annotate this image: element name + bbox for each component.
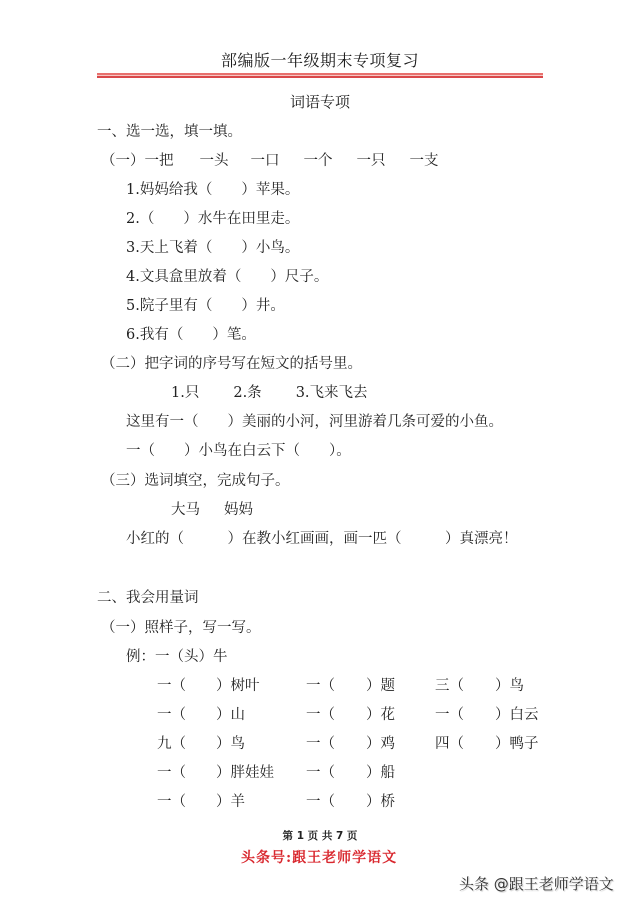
grid-cell-suffix: ）船 [366, 765, 395, 781]
section-1-part-2-options [171, 381, 368, 402]
grid-cell-prefix: 一（ [157, 678, 186, 694]
option: 一只 [356, 153, 386, 169]
section-2-heading: 二、我会用量词 [97, 590, 199, 606]
grid-cell-suffix: ）山 [216, 707, 245, 723]
option: 一把 [144, 153, 174, 169]
grid-cell-prefix: 一（ [306, 678, 335, 694]
grid-cell-suffix: ）羊 [216, 794, 245, 810]
watermark: 头条 @跟王老师学语文 [459, 875, 614, 893]
grid-cell-suffix: ）桥 [366, 794, 395, 810]
option: 2.条 [233, 385, 262, 401]
question-item: 5.院子里有（ ）井。 [126, 298, 285, 314]
fill-in-sentence: 小红的（ ）在教小红画画，画一匹（ ）真漂亮！ [126, 531, 518, 547]
grid-cell-prefix: 一（ [306, 736, 335, 752]
option: 1.只 [171, 385, 200, 401]
section-1-part-3-heading: （三）选词填空，完成句子。 [101, 473, 290, 489]
passage-sentence: 一（ ）小鸟在白云下（ ）。 [126, 443, 351, 459]
footer-brand: 头条号:跟王老师学语文 [241, 850, 398, 866]
grid-cell-suffix: ）白云 [495, 707, 539, 723]
section-1-heading: 一、选一选，填一填。 [97, 124, 242, 140]
grid-cell-prefix: 一（ [157, 794, 186, 810]
document-subtitle: 词语专项 [289, 93, 350, 111]
grid-cell-prefix: 四（ [435, 736, 464, 752]
option: 妈妈 [224, 502, 253, 518]
part-label: （一） [101, 153, 145, 169]
option: 一头 [199, 153, 229, 169]
section-1-part-1-options [101, 149, 439, 170]
grid-cell-suffix: ）鸡 [366, 736, 395, 752]
grid-cell-suffix: ）鸟 [216, 736, 245, 752]
grid-cell-suffix: ）树叶 [216, 678, 260, 694]
grid-cell-suffix: ）花 [366, 707, 395, 723]
question-item: 4.文具盒里放着（ ）尺子。 [126, 269, 329, 285]
passage-sentence: 这里有一（ ）美丽的小河，河里游着几条可爱的小鱼。 [126, 414, 503, 430]
option: 一个 [303, 153, 333, 169]
example-line: 例：一（头）牛 [126, 649, 228, 665]
document-header-title: 部编版一年级期末专项复习 [220, 51, 419, 70]
grid-cell-prefix: 一（ [435, 707, 464, 723]
section-1-part-2-heading: （二）把字词的序号写在短文的括号里。 [101, 356, 362, 372]
grid-cell-prefix: 一（ [157, 765, 186, 781]
option: 一支 [409, 153, 439, 169]
option: 大马 [171, 502, 200, 518]
grid-cell-suffix: ）胖娃娃 [216, 765, 274, 781]
grid-cell-suffix: ）题 [366, 678, 395, 694]
question-item: 6.我有（ ）笔。 [126, 327, 256, 343]
header-divider-rule [97, 73, 543, 78]
section-2-part-1-heading: （一）照样子，写一写。 [101, 620, 261, 636]
question-item: 3.天上飞着（ ）小鸟。 [126, 240, 300, 256]
page-number: 第 1 页 共 7 页 [282, 830, 358, 842]
section-1-part-3-options [171, 498, 253, 519]
option: 3.飞来飞去 [295, 385, 368, 401]
grid-cell-suffix: ）鸟 [495, 678, 524, 694]
grid-cell-prefix: 一（ [157, 707, 186, 723]
grid-cell-prefix: 一（ [306, 707, 335, 723]
grid-cell-prefix: 九（ [157, 736, 186, 752]
grid-cell-prefix: 一（ [306, 794, 335, 810]
question-item: 2.（ ）水牛在田里走。 [126, 211, 300, 227]
grid-cell-suffix: ）鸭子 [495, 736, 539, 752]
option: 一口 [250, 153, 280, 169]
grid-cell-prefix: 一（ [306, 765, 335, 781]
question-item: 1.妈妈给我（ ）苹果。 [126, 182, 300, 198]
grid-cell-prefix: 三（ [435, 678, 464, 694]
